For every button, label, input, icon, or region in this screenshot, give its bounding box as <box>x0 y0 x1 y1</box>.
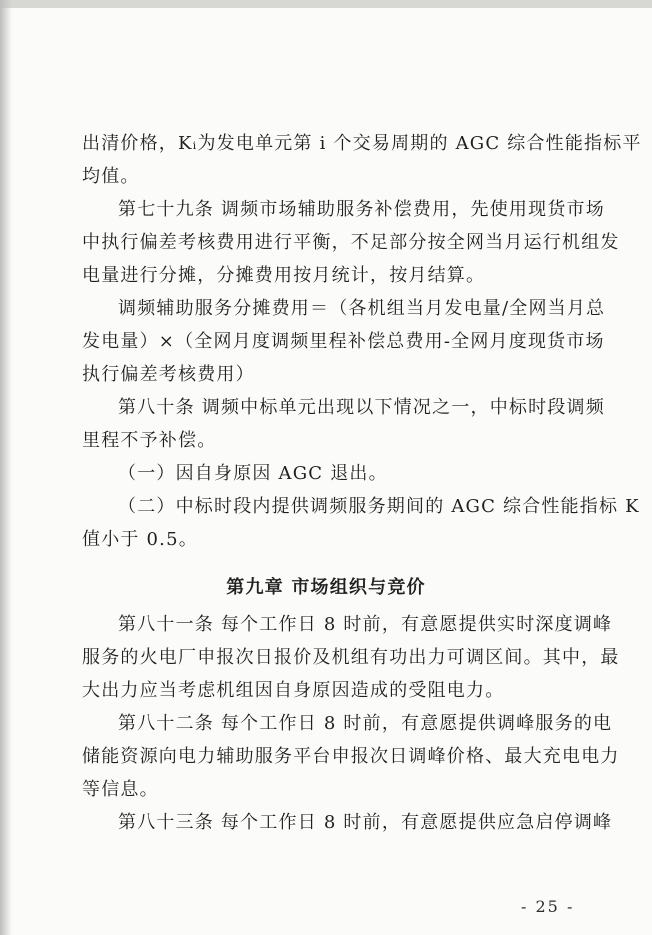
chapter-heading: 第九章 市场组织与竞价 <box>226 577 426 598</box>
article-80-line: 第八十条 调频中标单元出现以下情况之一，中标时段调频 <box>118 397 605 418</box>
text-line: 等信息。 <box>82 779 159 800</box>
text-line: 储能资源向电力辅助服务平台申报次日调峰价格、最大充电电力 <box>82 746 620 767</box>
article-82-line: 第八十二条 每个工作日 8 时前，有意愿提供调峰服务的电 <box>118 713 613 734</box>
list-item-1: （一）因自身原因 AGC 退出。 <box>118 463 388 484</box>
text-line: 中执行偏差考核费用进行平衡，不足部分按全网当月运行机组发 <box>82 232 620 253</box>
article-83-line: 第八十三条 每个工作日 8 时前，有意愿提供应急启停调峰 <box>118 812 613 833</box>
text-line: 发电量）×（全网月度调频里程补偿总费用-全网月度现货市场 <box>82 331 605 352</box>
text-line: 值小于 0.5。 <box>82 529 198 550</box>
list-item-2: （二）中标时段内提供调频服务期间的 AGC 综合性能指标 K <box>118 496 640 517</box>
text-line: 均值。 <box>82 166 140 187</box>
text-line: 出清价格，Kᵢ为发电单元第 i 个交易周期的 AGC 综合性能指标平 <box>82 133 642 154</box>
text-line: 服务的火电厂申报次日报价及机组有功出力可调区间。其中，最 <box>82 647 620 668</box>
article-81-line: 第八十一条 每个工作日 8 时前，有意愿提供实时深度调峰 <box>118 614 613 635</box>
text-line: 执行偏差考核费用） <box>82 364 255 385</box>
scan-top-edge <box>0 0 652 8</box>
text-line: 电量进行分摊，分摊费用按月统计，按月结算。 <box>82 265 486 286</box>
article-79-line: 第七十九条 调频市场辅助服务补偿费用，先使用现货市场 <box>118 199 605 220</box>
formula-line: 调频辅助服务分摊费用＝（各机组当月发电量/全网当月总 <box>118 298 606 319</box>
text-line: 里程不予补偿。 <box>82 430 217 451</box>
scan-left-shadow <box>0 0 12 935</box>
text-line: 大出力应当考虑机组因自身原因造成的受阻电力。 <box>82 680 505 701</box>
page-number: - 25 - <box>521 897 575 916</box>
